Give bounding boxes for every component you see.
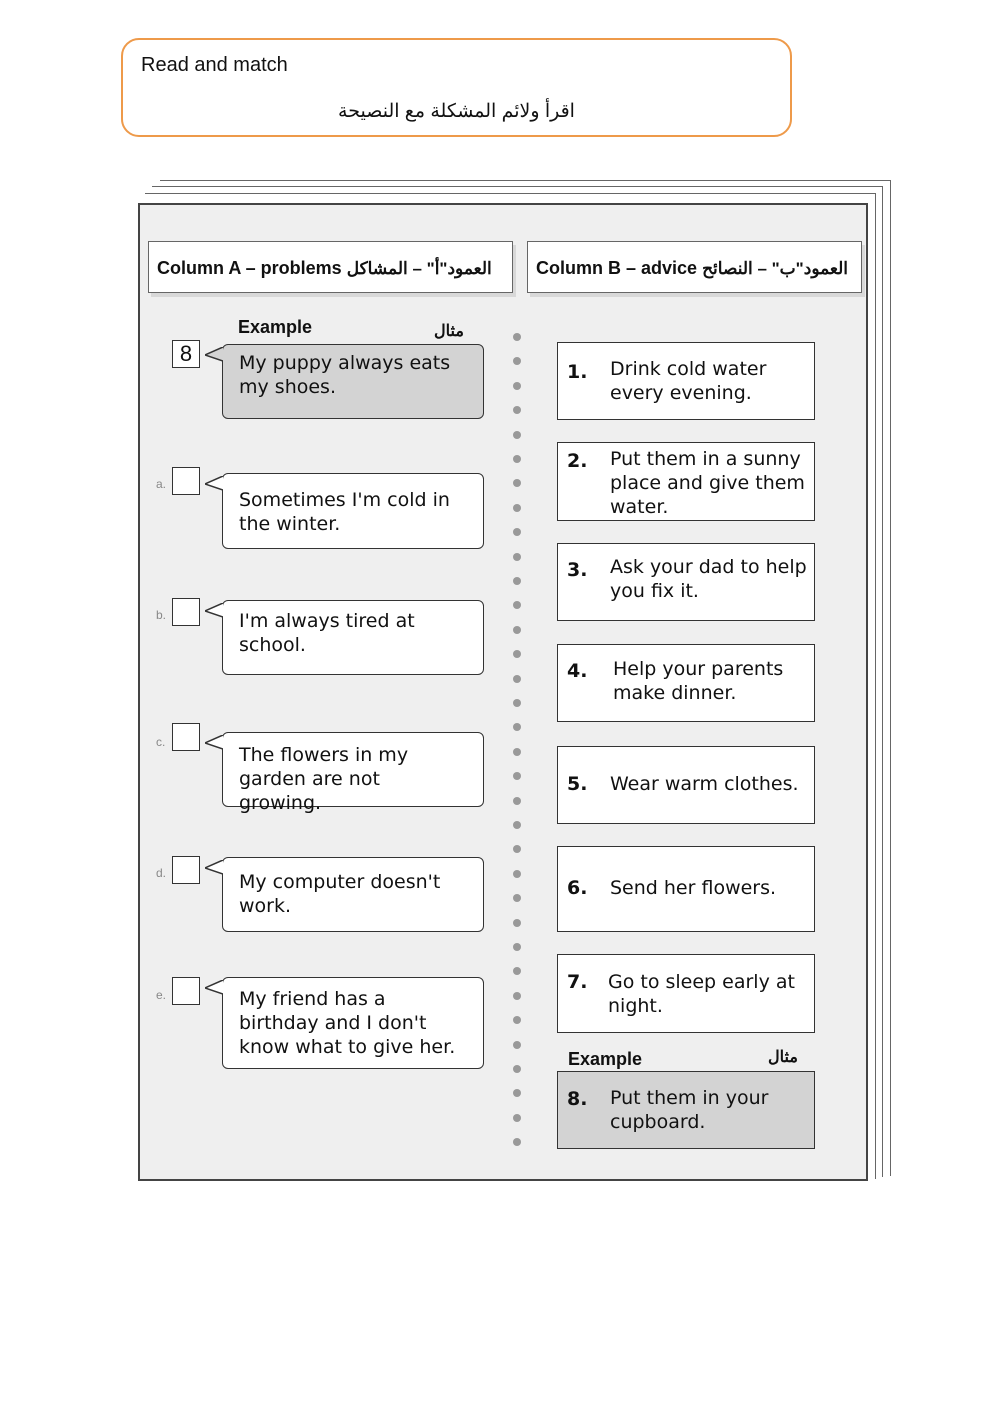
bubble-tail (205, 980, 223, 996)
advice-item-2 (557, 442, 815, 521)
advice-number-1: 1. (567, 361, 588, 383)
divider-dot (513, 333, 521, 341)
advice-number-3: 3. (567, 559, 588, 581)
instruction-arabic: اقرأ ولائم المشكلة مع النصيحة (338, 101, 575, 122)
divider-dot (513, 1041, 521, 1049)
column-a-title-arabic: العمود"أ" – المشاكل (346, 259, 492, 278)
column-b-example-label-arabic: مثال (768, 1049, 798, 1066)
advice-item-3 (557, 543, 815, 621)
advice-item-1 (557, 342, 815, 420)
problem-text-c: The flowers in my garden are not growing. (239, 744, 409, 814)
column-b-header (527, 241, 862, 293)
answer-box-d[interactable] (172, 856, 200, 884)
bubble-tail (205, 860, 223, 876)
problem-letter-e: e. (156, 988, 167, 1002)
divider-dot (513, 1065, 521, 1073)
advice-number-6: 6. (567, 877, 588, 899)
bubble-tail (205, 347, 223, 363)
column-b-title: Column B – advice (536, 258, 698, 278)
divider-dot (513, 797, 521, 805)
instruction-english: Read and match (141, 54, 288, 76)
divider-dot (513, 845, 521, 853)
problem-bubble-d (222, 857, 484, 932)
divider-dot (513, 992, 521, 1000)
problem-letter-c: c. (156, 735, 166, 749)
instruction-box (121, 38, 792, 137)
divider-dot (513, 650, 521, 658)
advice-example-number: 8. (567, 1088, 588, 1110)
advice-example-text: Put them in your cupboard. (610, 1087, 769, 1133)
advice-number-5: 5. (567, 773, 588, 795)
column-a-title: Column A – problems (157, 258, 342, 278)
bubble-tail (205, 735, 223, 751)
problem-text-b: I'm always tired at school. (239, 610, 415, 656)
worksheet-page (138, 203, 868, 1181)
bubble-tail (205, 603, 223, 619)
advice-item-7 (557, 954, 815, 1033)
divider-dot (513, 431, 521, 439)
advice-text-7: Go to sleep early at night. (608, 971, 795, 1017)
divider-dot (513, 455, 521, 463)
bubble-tail (205, 476, 223, 492)
divider-dot (513, 601, 521, 609)
problem-bubble-e (222, 977, 484, 1069)
divider-dot (513, 382, 521, 390)
advice-item-5 (557, 746, 815, 824)
advice-item-4 (557, 644, 815, 722)
problem-bubble-a (222, 473, 484, 549)
answer-box-a[interactable] (172, 467, 200, 495)
divider-dot (513, 1114, 521, 1122)
problem-bubble-b (222, 600, 484, 675)
column-a-example-label: Example (238, 317, 313, 337)
advice-number-4: 4. (567, 660, 588, 682)
divider-dot (513, 967, 521, 975)
column-a-header (148, 241, 513, 293)
divider-dot (513, 675, 521, 683)
divider-dot (513, 479, 521, 487)
divider-dot (513, 919, 521, 927)
advice-text-5: Wear warm clothes. (610, 773, 799, 795)
problem-bubble-c (222, 732, 484, 814)
divider-dot (513, 870, 521, 878)
answer-box-b[interactable] (172, 598, 200, 626)
column-b-example-label: Example (568, 1049, 643, 1069)
divider-dot (513, 772, 521, 780)
problem-letter-b: b. (156, 608, 167, 622)
divider-dot (513, 577, 521, 585)
example-problem-bubble (222, 344, 484, 419)
divider-dot (513, 894, 521, 902)
column-a-example-label-arabic: مثال (434, 323, 464, 340)
divider-dot (513, 699, 521, 707)
problem-text-e: My friend has a birthday and I don't know what to give her. (239, 988, 456, 1058)
advice-number-2: 2. (567, 450, 588, 472)
answer-box-e[interactable] (172, 977, 200, 1005)
advice-text-4: Help your parents make dinner. (613, 658, 784, 704)
problem-letter-d: d. (156, 866, 167, 880)
divider-dot (513, 406, 521, 414)
divider-dot (513, 748, 521, 756)
column-b-title-arabic: العمود"ب" – النصائح (702, 259, 849, 278)
divider-dot (513, 553, 521, 561)
advice-text-2: Put them in a sunny place and give them water. (610, 448, 805, 518)
divider-dot (513, 1016, 521, 1024)
divider-dot (513, 626, 521, 634)
advice-number-7: 7. (567, 971, 588, 993)
example-problem-text: My puppy always eats my shoes. (239, 352, 451, 398)
divider-dot (513, 1138, 521, 1146)
example-answer-box: 8 (172, 340, 200, 368)
divider-dot (513, 1089, 521, 1097)
divider-dot (513, 723, 521, 731)
advice-text-1: Drink cold water every evening. (610, 358, 767, 404)
advice-item-6 (557, 846, 815, 932)
problem-text-d: My computer doesn't work. (239, 871, 441, 917)
advice-text-3: Ask your dad to help you fix it. (610, 556, 807, 602)
problem-letter-a: a. (156, 477, 167, 491)
advice-example (557, 1071, 815, 1149)
answer-box-c[interactable] (172, 723, 200, 751)
divider-dot (513, 528, 521, 536)
divider-dot (513, 504, 521, 512)
divider-dot (513, 357, 521, 365)
advice-text-6: Send her flowers. (610, 877, 777, 899)
divider-dot (513, 943, 521, 951)
divider-dot (513, 821, 521, 829)
problem-text-a: Sometimes I'm cold in the winter. (239, 489, 450, 535)
